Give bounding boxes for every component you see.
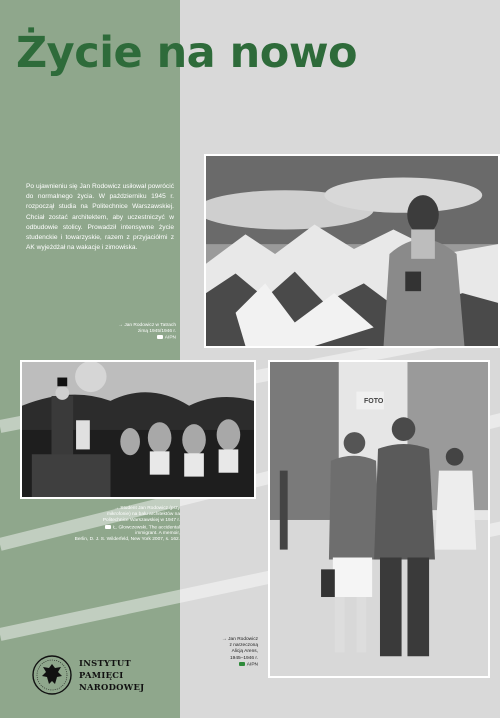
caption-source-line: immigrant. A memoir, xyxy=(135,531,180,537)
ipn-eagle-emblem-icon xyxy=(31,654,73,696)
caption-line: 1945–1946 r. xyxy=(229,655,258,661)
caption-ball xyxy=(58,505,180,543)
photo-street-couple xyxy=(268,360,490,678)
caption-tatra xyxy=(80,322,176,342)
caption-line: z narzeczoną xyxy=(229,643,258,649)
caption-line: Politechnice Warszawskiej w 1947 r. xyxy=(102,518,180,524)
shop-sign-text: FOTO xyxy=(364,398,384,405)
camera-icon xyxy=(157,335,163,339)
page-title: Życie na nowo xyxy=(16,28,358,78)
caption-source-line: Berlin, D. J. S. Wilderfeld, New York 2007, s. 162. xyxy=(74,537,180,543)
caption-line: Jan Rodowicz w Tatrach xyxy=(124,323,176,328)
caption-line: zimą 1945/1946 r. xyxy=(137,329,176,335)
arrow-right-icon: → xyxy=(221,636,227,642)
caption-line: Student Jan Rodowicz (przy xyxy=(120,506,180,511)
photo-architects-ball xyxy=(20,360,256,499)
arrow-right-icon: → xyxy=(118,322,124,328)
caption-source: Ł. Głowczewski, The accidental xyxy=(113,524,180,530)
caption-line: mikrofonie) na balu architektów na xyxy=(106,512,180,518)
ipn-logo-text xyxy=(79,657,144,693)
logo-line: NARODOWEJ xyxy=(79,682,145,692)
camera-icon xyxy=(239,662,245,666)
camera-icon xyxy=(105,525,111,529)
caption-street xyxy=(192,636,258,668)
intro-paragraph: Po ujawnieniu się Jan Rodowicz usiłował powrócić do normalnego życia. W październiku 1945 r. rozpoczął studia na Politechnice Warszawskiej. Chciał zostać architektem, aby uczestniczyć w odbudowie stolicy. Prowadził intensywne życie studenckie i towarzyskie, razem z przyjaciółmi z AK wyjeżdżał na wakacje i zimowiska. xyxy=(26,183,174,252)
caption-line: Alicją Arens, xyxy=(231,649,258,655)
caption-source: AIPN xyxy=(246,662,258,668)
caption-line: Jan Rodowicz xyxy=(228,637,258,642)
logo-line: INSTYTUT xyxy=(79,658,131,668)
caption-source: AIPN xyxy=(164,335,176,341)
arrow-right-icon: → xyxy=(113,505,119,511)
photo-tatra-mountains xyxy=(204,154,500,348)
logo-line: PAMIĘCI xyxy=(79,670,124,680)
